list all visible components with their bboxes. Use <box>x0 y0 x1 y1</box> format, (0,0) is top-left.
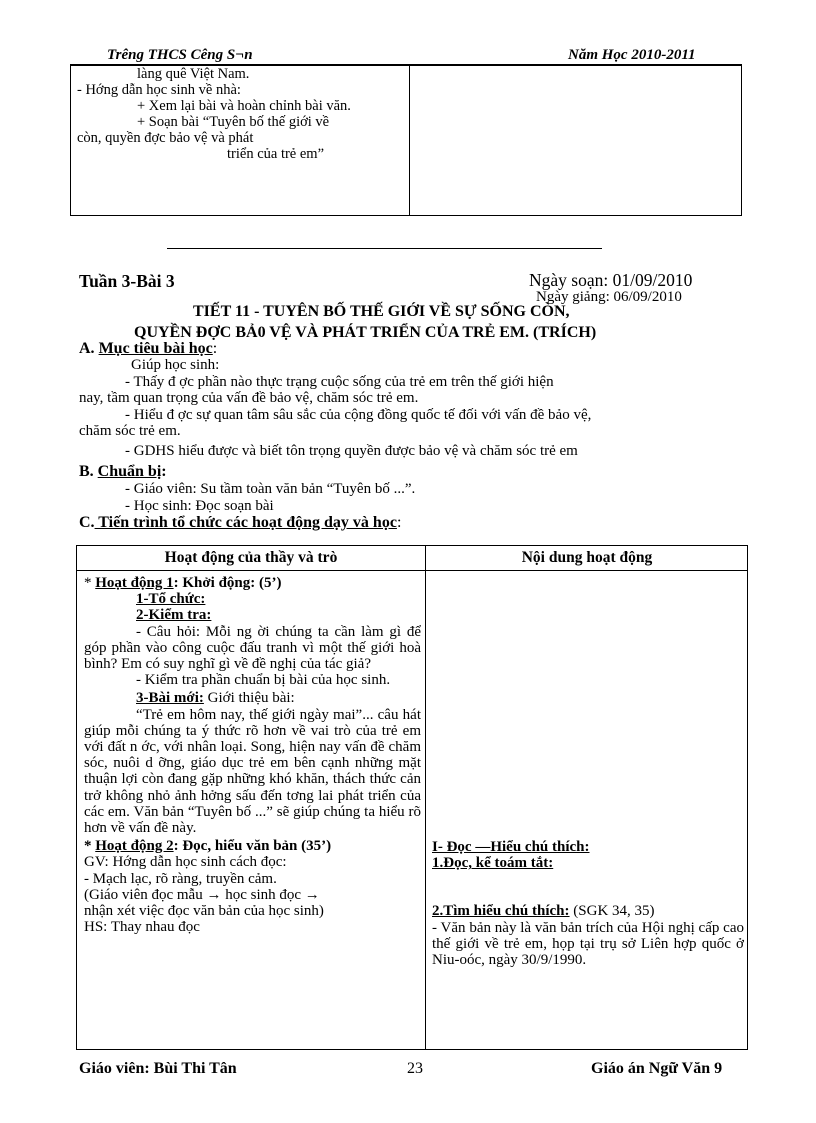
reading-sample-3: nhận xét việc đọc văn bản của học sinh) <box>84 903 324 920</box>
col-header-activities: Hoạt động của thầy và trò <box>164 549 338 566</box>
top-line-1: làng quê Việt Nam. <box>137 66 250 82</box>
kiem-tra-heading: 2-Kiểm tra: <box>136 607 212 624</box>
top-line-3: + Xem lại bài và hoàn chỉnh bài văn. <box>137 98 351 114</box>
section-a-title: Mục tiêu bài học <box>98 340 213 357</box>
activity-2-star: * <box>84 838 96 855</box>
section-a-item: - Hiểu đ ợc sự quan tâm sâu sắc của cộng đồng quốc tế đối với vấn đề bảo vệ, <box>125 406 592 423</box>
reading-sample-2: học sinh đọc <box>225 886 302 903</box>
section-b-item: - Học sinh: Đọc soạn bài <box>125 497 274 514</box>
section-a-prefix: A. <box>79 340 99 357</box>
section-a-intro: Giúp học sinh: <box>131 357 220 373</box>
section-c-heading <box>79 514 401 532</box>
separator-rule <box>167 248 602 249</box>
lesson-title-line2: QUYỀN ĐỢC BẢ0 VỆ VÀ PHÁT TRIỂN CỦA TRẺ EM. (TRÍCH) <box>134 324 597 341</box>
left-column <box>84 575 421 935</box>
col-header-content: Nội dung hoạt động <box>521 549 653 566</box>
table-header-rule <box>77 570 747 571</box>
section-b-title: Chuẩn bị <box>97 463 162 480</box>
lesson-title-line1: TIẾT 11 - TUYÊN BỐ THẾ GIỚI VỀ SỰ SỐNG CÒN, <box>193 303 570 320</box>
activity-1-star: * <box>84 575 96 591</box>
section-i-2-text: - Văn bản này là văn bản trích của Hội nghị cấp cao thế giới về trẻ em, họp tại trụ sở Liên hợp quốc ở Niu-oóc, ngày 30/9/1990. <box>432 919 744 969</box>
activity-2-rest: : Đọc, hiểu văn bản (35’) <box>173 838 332 855</box>
bai-moi-rest: Giới thiệu bài: <box>203 690 295 707</box>
kiem-tra-check: - Kiểm tra phần chuẩn bị bài của học sinh. <box>136 672 391 689</box>
arrow-right-icon: → <box>304 886 320 903</box>
section-b-heading <box>79 463 167 481</box>
section-i-2-ref: (SGK 34, 35) <box>569 903 655 920</box>
hs-line: HS: Thay nhau đọc <box>84 919 200 936</box>
top-table-left-cell <box>77 66 407 162</box>
reading-style: - Mạch lạc, rõ ràng, truyền cảm. <box>84 870 277 887</box>
header-school: Trêng THCS Cêng S¬n <box>107 47 253 63</box>
introduction-paragraph: “Trẻ em hôm nay, thế giới ngày mai”... câu hát giúp mỗi chúng ta ý thức rõ hơn về vai trò của trẻ em với đất n ớc, với nhân loại. Song, hiện nay vấn đề chăm sóc, nuôi d ỡng, giáo dục trẻ em bên cạnh những mặt thuận lợi còn đang gặp những khó khăn, thách thức cản trở không nhỏ ảnh hởng sấu đến tơng lai phát triển của các em. Văn bản “Tuyên bố ...” sẽ giúp chúng ta hiểu rõ hơn về vấn đề này. <box>84 706 421 837</box>
footer-teacher: Giáo viên: Bùi Thi Tân <box>79 1060 237 1077</box>
table-col-divider <box>425 546 426 1049</box>
to-chuc-heading: 1-Tổ chức: <box>136 591 206 608</box>
activity-2-heading <box>84 838 421 854</box>
section-b-colon: : <box>161 463 167 480</box>
kiem-tra-question: - Câu hỏi: Mỗi ng ời chúng ta cần làm gì để góp phần vào công cuộc đấu tranh vì một thế giới hoà bình? Em có suy nghĩ gì về đề nghị của tác giả? <box>84 623 421 673</box>
section-a-item: chăm sóc trẻ em. <box>79 423 181 439</box>
section-a-item: nay, tầm quan trọng của vấn đề bảo vệ, chăm sóc trẻ em. <box>79 390 419 406</box>
section-b-item: - Giáo viên: Su tầm toàn văn bản “Tuyên bố ...”. <box>125 481 416 497</box>
date-taught: Ngày giảng: 06/09/2010 <box>536 289 682 305</box>
reading-sample-line <box>84 887 421 903</box>
reading-sample-1: (Giáo viên đọc mẫu <box>84 886 203 903</box>
week-label: Tuần 3-Bài 3 <box>79 271 175 291</box>
footer-subject: Giáo án Ngữ Văn 9 <box>591 1060 723 1077</box>
section-a-item: - Thấy đ ợc phần nào thực trạng cuộc sống của trẻ em trên thế giới hiện <box>125 373 554 390</box>
top-line-2: - Hớng dẫn học sinh về nhà: <box>77 82 241 98</box>
activity-2-label: Hoạt động 2 <box>95 838 174 855</box>
top-line-5: còn, quyền đợc bảo vệ và phát <box>77 130 254 146</box>
section-c-colon: : <box>396 514 402 531</box>
section-a-body <box>79 357 739 459</box>
section-a-item: - GDHS hiểu được và biết tôn trọng quyền được bảo vệ và chăm sóc trẻ em <box>125 442 578 459</box>
top-table-divider <box>409 64 410 215</box>
activity-1-heading <box>84 575 421 591</box>
activity-1-rest: : Khởi động: (5’) <box>173 575 282 591</box>
section-c-title: Tiến trình tổ chức các hoạt động dạy và học <box>94 514 397 531</box>
section-i-1-heading: 1.Đọc, kể toám tắt: <box>432 855 554 872</box>
section-b-prefix: B. <box>79 463 98 480</box>
arrow-right-icon: → <box>206 886 222 903</box>
section-i-heading: I- Đọc —Hiểu chú thích: <box>432 839 590 855</box>
section-a-colon: : <box>212 340 218 357</box>
date-prepared: Ngày soạn: 01/09/2010 <box>529 270 693 290</box>
activity-1-label: Hoạt động 1 <box>95 575 174 591</box>
section-a-heading <box>79 340 217 358</box>
section-c-prefix: C. <box>79 514 95 531</box>
top-table <box>70 64 742 216</box>
section-i-2-label: 2.Tìm hiểu chú thích: <box>432 903 570 920</box>
footer-page-number: 23 <box>407 1060 423 1077</box>
right-column <box>432 839 744 968</box>
header-year: Năm Học 2010-2011 <box>568 47 696 63</box>
top-line-6: triển của trẻ em” <box>227 146 325 162</box>
activity-table <box>76 545 748 1050</box>
gv-line: GV: Hớng dẫn học sinh cách đọc: <box>84 854 287 871</box>
bai-moi-label: 3-Bài mới: <box>136 690 204 707</box>
top-line-4: + Soạn bài “Tuyên bố thế giới về <box>137 114 330 130</box>
section-i-2-line <box>432 903 744 919</box>
section-b-body <box>79 481 739 514</box>
bai-moi-line <box>84 690 421 706</box>
